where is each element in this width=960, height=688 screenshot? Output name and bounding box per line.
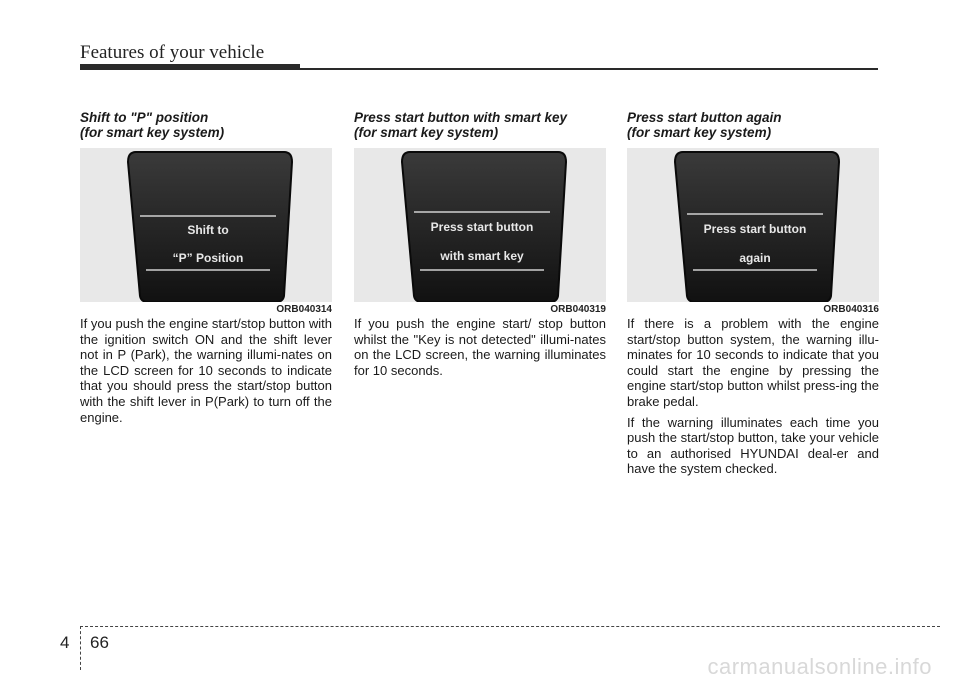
lcd-display-illustration	[80, 148, 332, 302]
section-heading-line1: Shift to "P" position	[80, 110, 209, 125]
section-heading-line2: (for smart key system)	[80, 125, 225, 140]
lcd-text-line1: Press start button	[430, 220, 534, 234]
footer-divider	[80, 626, 81, 670]
section-press-again	[627, 110, 879, 482]
body-paragraph: If there is a problem with the engine start/stop button system, the warning illu-minates for 10 seconds to indicate that you could start the engine by pressing the engine start/stop button whilst press-ing the brake pedal.	[627, 316, 879, 409]
page-header-title: Features of your vehicle	[80, 42, 265, 63]
page-number: 66	[90, 633, 109, 652]
section-body	[627, 316, 879, 477]
section-heading	[627, 110, 879, 140]
figure-code: ORB040316	[823, 304, 879, 315]
lcd-warning-figure	[354, 148, 606, 315]
section-body	[80, 316, 332, 425]
lcd-text-line1: Shift to	[187, 223, 229, 237]
lcd-warning-figure	[80, 148, 332, 315]
lcd-display-illustration	[627, 148, 879, 302]
figure-code: ORB040314	[276, 304, 332, 315]
section-press-with-smart-key	[354, 110, 606, 383]
header-rule-thick	[80, 64, 300, 70]
chapter-number: 4	[60, 633, 70, 652]
body-paragraph: If you push the engine start/ stop button whilst the "Key is not detected" illumi-nates on the LCD screen, the warning illuminates for 10 seconds.	[354, 316, 606, 378]
lcd-text-line2: again	[739, 251, 771, 265]
section-heading-line1: Press start button with smart key	[354, 110, 568, 125]
body-paragraph: If you push the engine start/stop button with the ignition switch ON and the shift lever not in P (Park), the warning illumi-nates on the LCD screen for 10 seconds to indicate that you should press the start/stop button with the shift lever in P(Park) to turn off the engine.	[80, 316, 332, 425]
body-paragraph: If the warning illuminates each time you push the start/stop button, take your vehicle to an authorised HYUNDAI deal-er and have the system checked.	[627, 414, 879, 477]
section-heading-line2: (for smart key system)	[354, 125, 499, 140]
section-body	[354, 316, 606, 378]
section-heading-line1: Press start button again	[627, 110, 782, 125]
section-heading	[354, 110, 606, 140]
section-heading	[80, 110, 332, 140]
figure-code: ORB040319	[550, 304, 606, 315]
lcd-text-line2: with smart key	[440, 249, 524, 263]
lcd-text-line1: Press start button	[703, 222, 807, 236]
section-heading-line2: (for smart key system)	[627, 125, 772, 140]
footer-rule	[80, 626, 940, 627]
header-rule-thin	[300, 68, 878, 70]
section-shift-to-p	[80, 110, 332, 430]
watermark: carmanualsonline.info	[707, 654, 932, 679]
lcd-text-line2: “P” Position	[172, 251, 244, 265]
lcd-display-illustration	[354, 148, 606, 302]
lcd-warning-figure	[627, 148, 879, 315]
